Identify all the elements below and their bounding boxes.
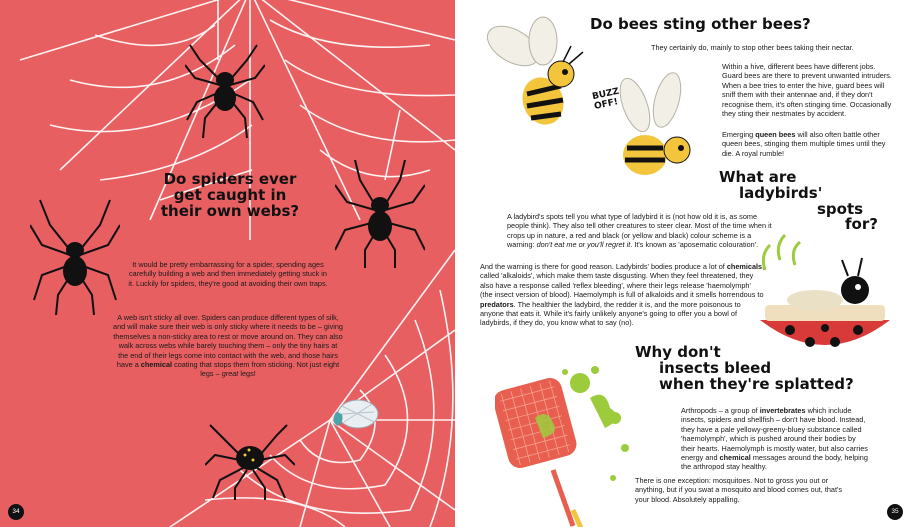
spider-icon [335,160,425,270]
fly-swatter-icon [495,378,605,527]
term-predators: predators [480,299,514,309]
page-number-left: 34 [8,504,24,520]
right-page [455,0,910,527]
bees-paragraph-2: Emerging queen bees will also often battle other queen bees, stinging them multiple times until they die. A royal rumble! [722,130,886,158]
spider-icon [185,40,265,140]
splat-paragraph-2: There is one exception: mosquitoes. Not to gross you out or anything, but if you swat a mosquito and blood comes out, that's your blood. Absolutely appalling. [635,476,843,504]
bee-icon [605,70,705,190]
wrapped-insect-icon [330,392,385,437]
splat-title: Why don't insects bleed when they're splatted? [635,343,854,393]
ladybirds-paragraph-2: And the warning is there for good reason. Ladybirds' bodies produce a lot of chemicals, called 'alkaloids', which make them taste disgusting. When they feel threatened, they also have a response called 'reflex bleeding', where their legs release 'haemolymph' (the insect version of blood). Haemolymph is full of alkaloids and it smells horrendous to predators. The healthier the ladybird, the redder it is, and the more poisonous to anyone that eats it. While it's fairly unlikely anyone's going to offer you a bowl of ladybirds, if they do, you know what to say (no). [480,262,765,328]
term-queen-bees: queen bees [755,130,796,139]
bee-icon [483,16,598,136]
term-chemicals: chemicals [726,262,763,271]
bees-title: Do bees sting other bees? [590,15,811,33]
page-number-right: 35 [887,504,903,520]
ladybirds-title: What are ladybirds' spots for? [719,168,878,234]
bees-intro: They certainly do, mainly to stop other bees taking their nectar. [651,43,854,52]
splat-paragraph-1: Arthropods – a group of invertebrates which include insects, spiders and shellfish – don't have blood. Instead, they have a pale yellowy-greeny-bluey substance called 'haemolymph', which is pushed around their bodies by their hearts. Haemolymph is mostly water, but also carries energy and chemical messages around the body, helping the arthropod stay healthy. [681,406,868,472]
spider-paragraph-2: A web isn't sticky all over. Spiders can produce different types of silk, and will make sure their web is only sticky where it needs to be – giving themselves a non-sticky area to rest or move around on. They can also walk across webs while barely touching them – only the tiny hairs at the end of their legs come into contact with the web, and those hairs have a chemical coating that stops them from sticking. Not just eight legs – great legs! [113,313,343,379]
term-invertebrates: invertebrates [759,406,806,415]
ladybirds-paragraph-1: A ladybird's spots tell you what type of ladybird it is (not how old it is, as some people think). They also tell other creatures to steer clear. Most of the time when it crops up in nature, a red and black (or yellow and black) colour scheme is a warning: don't eat me or you'll regret it. It's known as 'aposematic colouration'. [507,212,772,250]
spider-icon [205,420,295,500]
spider-icon [30,195,120,315]
buzz-off-speech: BUZZ OFF! [591,86,621,112]
ladybird-icon [750,230,900,360]
bees-paragraph-1: Within a hive, different bees have different jobs. Guard bees are there to prevent unwanted intruders. When a bee tries to enter the hive, guard bees will sniff them with their antennae and, if they don't recognise them, it's often stinging time. Occasionally they sting their nestmates by accident. [722,62,892,119]
term-chemical: chemical [140,360,173,370]
term-chemical: chemical [719,453,751,463]
spider-paragraph-1: It would be pretty embarrassing for a spider, spending ages carefully building a web and then immediately getting stuck in it. Luckily for spiders, they're good at avoiding their own traps. [128,260,328,288]
page-title: Do spiders ever get caught in their own webs? [160,170,300,220]
